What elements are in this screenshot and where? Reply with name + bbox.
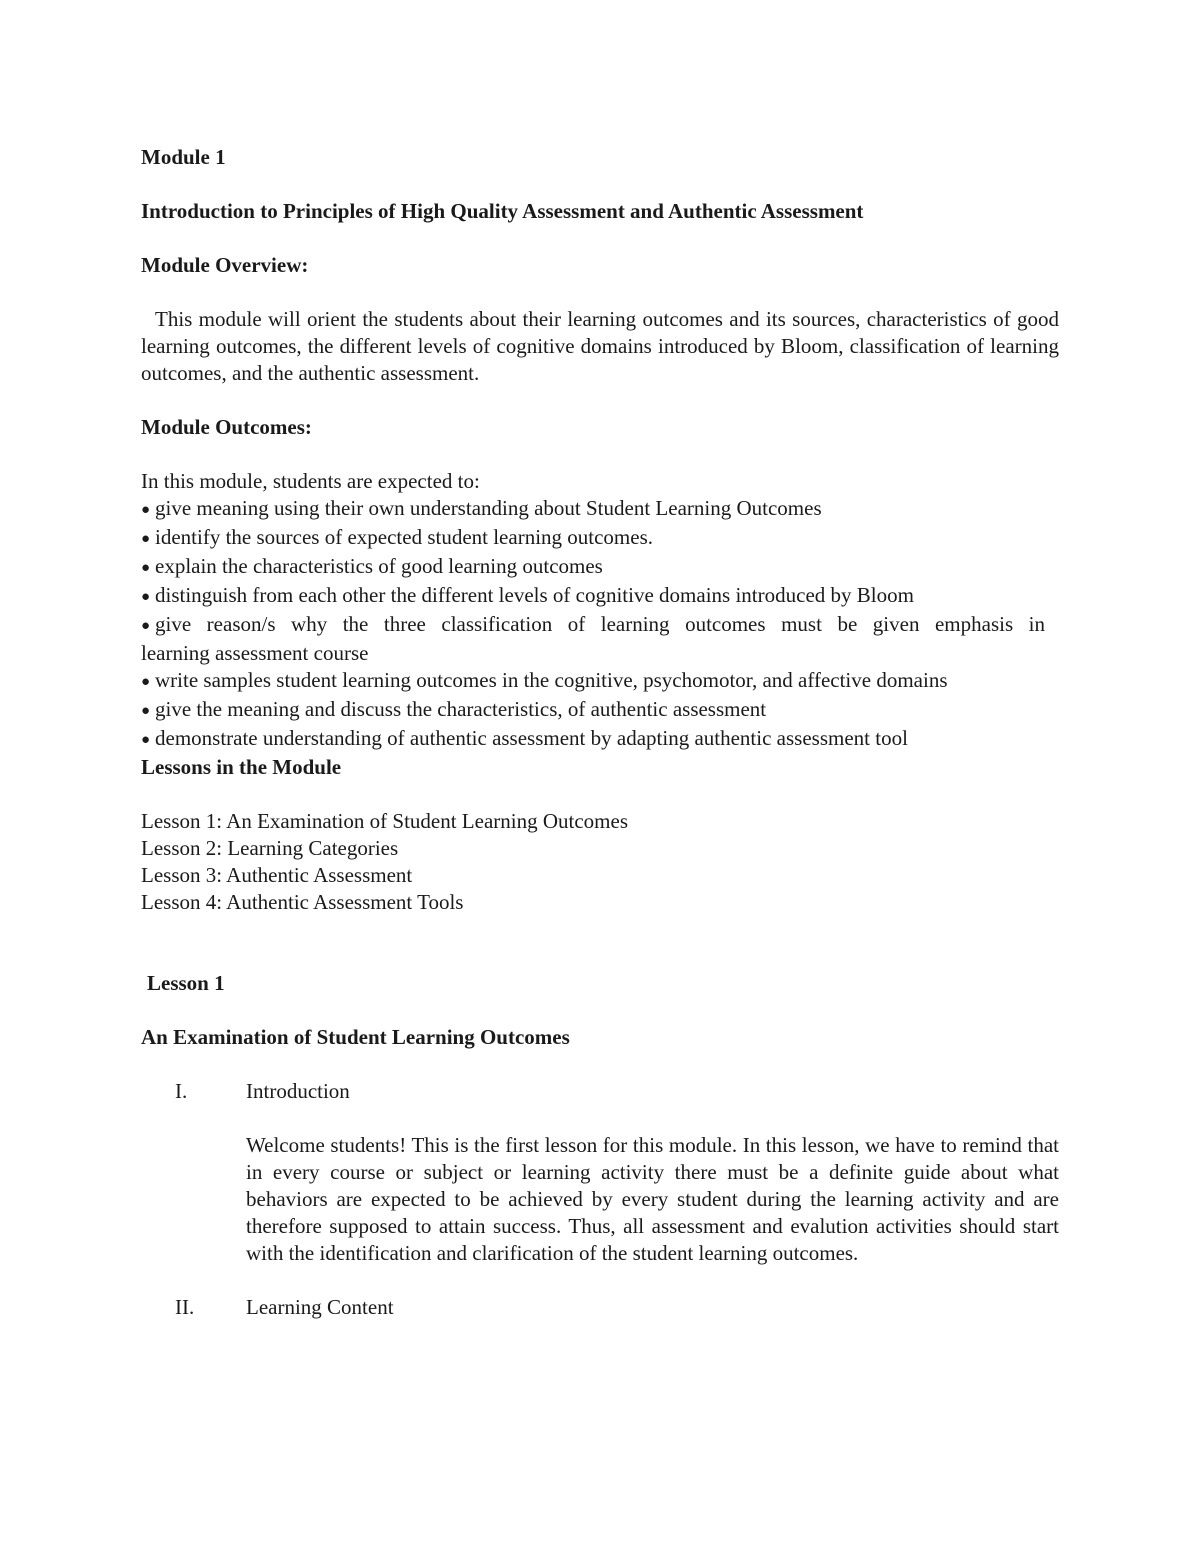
document-page xyxy=(141,141,1059,1321)
section-title: Introduction xyxy=(246,1079,350,1103)
bullet-icon: ● xyxy=(141,560,151,576)
list-item: ● give meaning using their own understanding about Student Learning Outcomes xyxy=(141,495,1059,524)
list-item: Lesson 3: Authentic Assessment xyxy=(141,863,413,887)
bullet-icon: ● xyxy=(141,502,151,518)
list-item: Lesson 2: Learning Categories xyxy=(141,836,399,860)
list-item: ● explain the characteristics of good learning outcomes xyxy=(141,553,1059,582)
section-title: Learning Content xyxy=(246,1295,394,1319)
outcomes-list xyxy=(141,495,1059,754)
section-numeral: I. xyxy=(175,1079,188,1103)
list-item: Lesson 1: An Examination of Student Learning Outcomes xyxy=(141,809,628,833)
outcomes-heading: Module Outcomes: xyxy=(141,415,312,439)
bullet-icon: ● xyxy=(141,703,151,719)
list-item: ● give the meaning and discuss the characteristics, of authentic assessment xyxy=(141,696,1059,725)
module-title: Introduction to Principles of High Quality Assessment and Authentic Assessment xyxy=(141,199,864,223)
bullet-icon: ● xyxy=(141,618,151,634)
list-item-continuation: learning assessment course xyxy=(141,641,369,665)
section-numeral: II. xyxy=(175,1295,195,1319)
outcomes-intro: In this module, students are expected to: xyxy=(141,469,480,493)
section-learning-content xyxy=(141,1294,1059,1321)
list-item: ● identify the sources of expected student learning outcomes. xyxy=(141,524,1059,553)
bullet-icon: ● xyxy=(141,732,151,748)
bullet-icon: ● xyxy=(141,674,151,690)
list-item: ● demonstrate understanding of authentic assessment by adapting authentic assessment tool xyxy=(141,725,1059,754)
overview-text: This module will orient the students about their learning outcomes and its sources, characteristics of good learning outcomes, the different levels of cognitive domains introduced by Bloom, classification of learning outcomes, and the authentic assessment. xyxy=(141,307,1059,385)
lesson-label: Lesson 1 xyxy=(147,971,225,995)
overview-heading: Module Overview: xyxy=(141,253,309,277)
lessons-list xyxy=(141,808,1059,916)
section-introduction xyxy=(141,1078,1059,1105)
introduction-text: Welcome students! This is the first lesson for this module. In this lesson, we have to remind that in every course or subject or learning activity there must be a definite guide about what behaviors are expected to be achieved by every student during the learning activity and are therefore supposed to attain success. Thus, all assessment and evalution activities should start with the identification and clarification of the student learning outcomes. xyxy=(246,1133,1059,1265)
list-item: Lesson 4: Authentic Assessment Tools xyxy=(141,890,464,914)
module-label: Module 1 xyxy=(141,145,226,169)
list-item: ● write samples student learning outcomes in the cognitive, psychomotor, and affective domains xyxy=(141,667,1059,696)
bullet-icon: ● xyxy=(141,531,151,547)
lessons-heading: Lessons in the Module xyxy=(141,755,342,779)
lesson-title: An Examination of Student Learning Outcomes xyxy=(141,1025,570,1049)
bullet-icon: ● xyxy=(141,589,151,605)
list-item: ● give reason/s why the three classification of learning outcomes must be given emphasis in xyxy=(141,611,1059,640)
list-item: ● distinguish from each other the different levels of cognitive domains introduced by Bloom xyxy=(141,582,1059,611)
